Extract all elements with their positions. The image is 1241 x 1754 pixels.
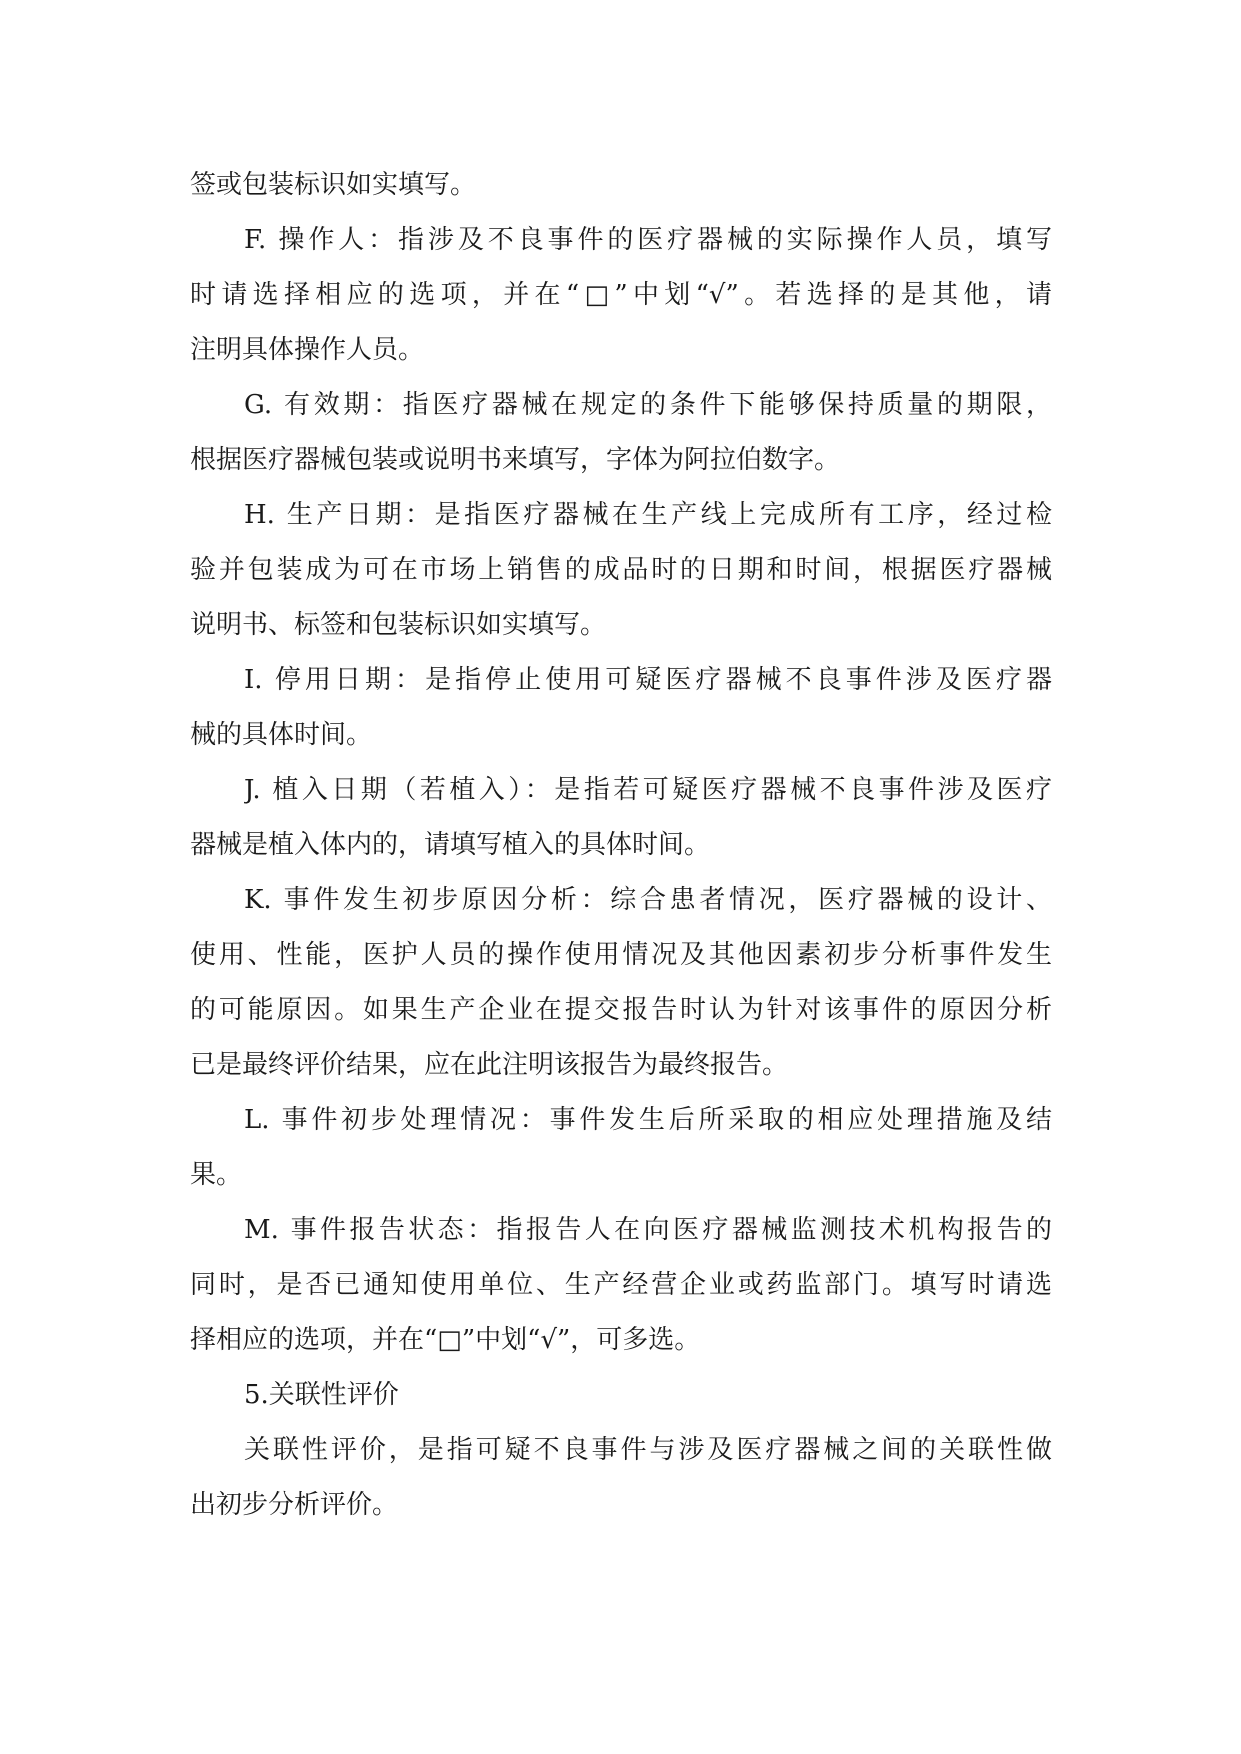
body-text-line: 时请选择相应的选项，并在“□”中划“√”。若选择的是其他，请 bbox=[190, 280, 1052, 310]
body-text-line: J. 植入日期（若植入）：是指若可疑医疗器械不良事件涉及医疗 bbox=[244, 775, 1052, 805]
body-text-line: 器械是植入体内的，请填写植入的具体时间。 bbox=[190, 830, 711, 860]
section-heading: 5.关联性评价 bbox=[244, 1380, 399, 1410]
body-text-line: 已是最终评价结果，应在此注明该报告为最终报告。 bbox=[190, 1050, 789, 1080]
body-text-line: 注明具体操作人员。 bbox=[190, 335, 425, 365]
body-text-line: 择相应的选项，并在“□”中划“√”，可多选。 bbox=[190, 1325, 701, 1355]
body-text-line: 果。 bbox=[190, 1160, 243, 1190]
body-text-line: 验并包装成为可在市场上销售的成品时的日期和时间，根据医疗器械 bbox=[190, 555, 1052, 585]
body-text-line: L. 事件初步处理情况：事件发生后所采取的相应处理措施及结 bbox=[244, 1105, 1052, 1135]
body-text-line: F. 操作人：指涉及不良事件的医疗器械的实际操作人员，填写 bbox=[244, 225, 1052, 255]
body-text-line: 根据医疗器械包装或说明书来填写，字体为阿拉伯数字。 bbox=[190, 445, 841, 475]
body-text-line: K. 事件发生初步原因分析：综合患者情况，医疗器械的设计、 bbox=[244, 885, 1052, 915]
body-text-line: 签或包装标识如实填写。 bbox=[190, 170, 477, 200]
body-text-line: 同时，是否已通知使用单位、生产经营企业或药监部门。填写时请选 bbox=[190, 1270, 1052, 1300]
body-text-line: 的可能原因。如果生产企业在提交报告时认为针对该事件的原因分析 bbox=[190, 995, 1052, 1025]
body-text-line: 出初步分析评价。 bbox=[190, 1490, 399, 1520]
body-text-line: H. 生产日期：是指医疗器械在生产线上完成所有工序，经过检 bbox=[244, 500, 1052, 530]
body-text-line: 关联性评价，是指可疑不良事件与涉及医疗器械之间的关联性做 bbox=[244, 1435, 1052, 1465]
body-text-line: G. 有效期：指医疗器械在规定的条件下能够保持质量的期限， bbox=[244, 390, 1052, 420]
body-text-line: M. 事件报告状态：指报告人在向医疗器械监测技术机构报告的 bbox=[244, 1215, 1052, 1245]
body-text-line: I. 停用日期：是指停止使用可疑医疗器械不良事件涉及医疗器 bbox=[244, 665, 1052, 695]
body-text-line: 械的具体时间。 bbox=[190, 720, 373, 750]
body-text-line: 使用、性能，医护人员的操作使用情况及其他因素初步分析事件发生 bbox=[190, 940, 1052, 970]
body-text-line: 说明书、标签和包装标识如实填写。 bbox=[190, 610, 607, 640]
